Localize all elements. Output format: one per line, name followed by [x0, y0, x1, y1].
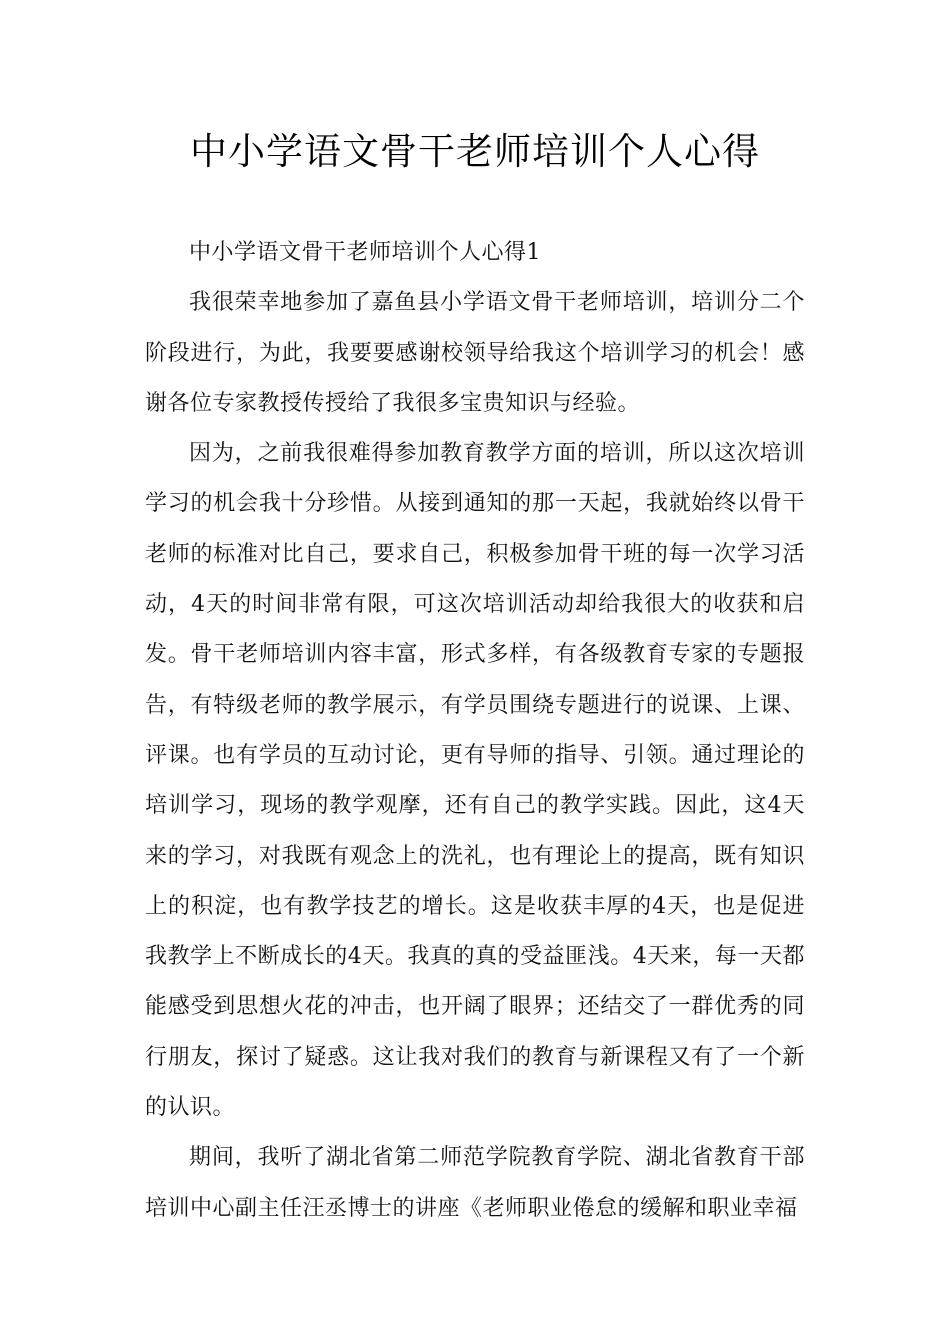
paragraph: 我很荣幸地参加了嘉鱼县小学语文骨干老师培训，培训分二个阶段进行，为此，我要要感谢校领导给我这个培训学习的机会！感谢各位专家教授传授给了我很多宝贵知识与经验。: [145, 290, 805, 416]
section-heading: 中小学语文骨干老师培训个人心得1: [189, 240, 541, 265]
paragraph: 期间，我听了湖北省第二师范学院教育学院、湖北省教育干部培训中心副主任汪丞博士的讲座《老师职业倦怠的缓解和职业幸福: [145, 1145, 805, 1221]
document-title: 中小学语文骨干老师培训个人心得: [190, 130, 760, 173]
paragraph: 因为，之前我很难得参加教育教学方面的培训，所以这次培训学习的机会我十分珍惜。从接到通知的那一天起，我就始终以骨干老师的标准对比自己，要求自己，积极参加骨干班的每一次学习活动，4天的时间非常有限，可这次培训活动却给我很大的收获和启发。骨干老师培训内容丰富，形式多样，有各级教育专家的专题报告，有特级老师的教学展示，有学员围绕专题进行的说课、上课、评课。也有学员的互动讨论，更有导师的指导、引领。通过理论的培训学习，现场的教学观摩，还有自己的教学实践。因此，这4天来的学习，对我既有观念上的洗礼，也有理论上的提高，既有知识上的积淀，也有教学技艺的增长。这是收获丰厚的4天，也是促进我教学上不断成长的4天。我真的真的受益匪浅。4天来，每一天都能感受到思想火花的冲击，也开阔了眼界；还结交了一群优秀的同行朋友，探讨了疑惑。这让我对我们的教育与新课程又有了一个新的认识。: [145, 441, 805, 1121]
document-body: [145, 228, 805, 1234]
